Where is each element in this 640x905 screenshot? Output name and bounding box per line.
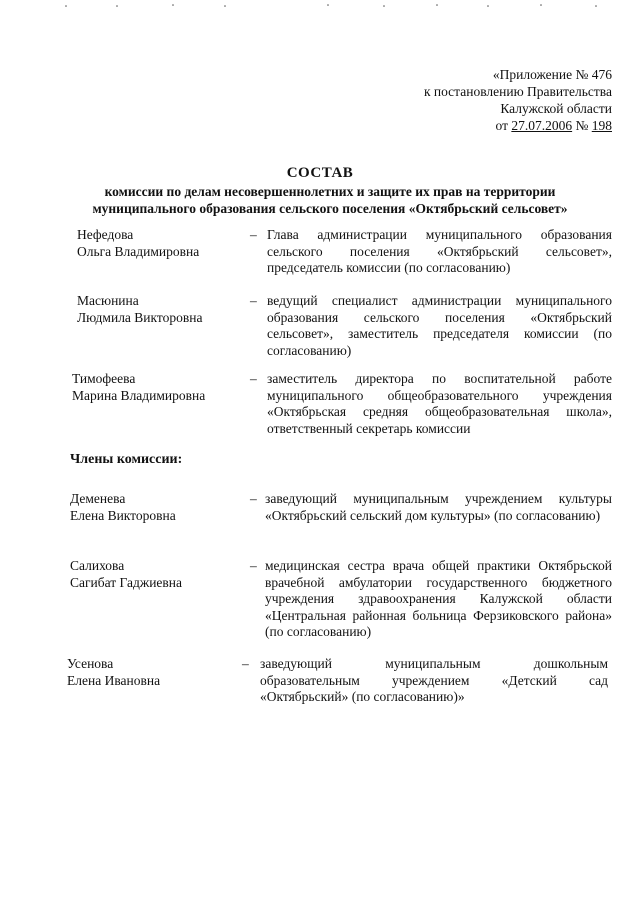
surname: Тимофеева	[72, 371, 136, 386]
date-prefix: от	[495, 118, 512, 133]
given-name: Марина Владимировна	[72, 387, 206, 403]
position-description: ведущий специалист администрации муниципального образования сельского поселения «Октябрьский сельсовет», заместитель председателя комиссии (по согласованию)	[267, 293, 612, 358]
scan-specks	[0, 0, 640, 20]
commission-entry	[70, 491, 612, 543]
decree-line: к постановлению Правительства	[423, 84, 612, 99]
surname: Усенова	[67, 656, 114, 671]
commission-entry	[77, 227, 612, 279]
surname: Салихова	[70, 558, 125, 573]
document-title: СОСТАВ	[286, 165, 354, 181]
position-description: Глава администрации муниципального образования сельского поселения «Октябрьский сельсовет», председатель комиссии (по согласованию)	[267, 227, 612, 275]
dash: –	[250, 491, 257, 506]
decree-date: 27.07.2006	[511, 118, 573, 133]
appendix-line: «Приложение № 476	[492, 67, 612, 82]
given-name: Сагибат Гаджиевна	[70, 574, 183, 590]
decree-number: 198	[591, 118, 612, 133]
given-name: Елена Ивановна	[67, 672, 161, 688]
commission-entry	[77, 293, 612, 361]
given-name: Людмила Викторовна	[77, 309, 203, 325]
person-name	[67, 656, 242, 689]
person-name	[77, 227, 252, 260]
document-subtitle: комиссии по делам несовершеннолетних и защите их прав на территории муниципального образования сельского поселения «Октябрьский сельсовет»	[92, 184, 568, 216]
dash: –	[250, 293, 257, 308]
position-description: заместитель директора по воспитательной работе муниципального общеобразовательного учреждения «Октябрьская средняя общеобразовательная школа», ответственный секретарь комиссии	[267, 371, 612, 436]
person-name	[70, 491, 245, 524]
appendix-header	[352, 66, 612, 134]
dash: –	[250, 371, 257, 386]
position-description: заведующий муниципальным учреждением культуры «Октябрьский сельский дом культуры» (по согласованию)	[265, 491, 612, 523]
position-description: медицинская сестра врача общей практики Октябрьской врачебной амбулатории государственного бюджетного учреждения здравоохранения Калужской области «Центральная районная больница Ферзиковского района» (по согласованию)	[265, 558, 612, 639]
surname: Деменева	[70, 491, 126, 506]
given-name: Ольга Владимировна	[77, 243, 200, 259]
commission-entry	[67, 656, 612, 708]
person-name	[72, 371, 247, 404]
decree-date-line	[352, 117, 612, 134]
given-name: Елена Викторовна	[70, 507, 176, 523]
person-name	[77, 293, 252, 326]
position-description: заведующий муниципальным дошкольным образовательным учреждением «Детский сад «Октябрьский» (по согласованию)»	[260, 656, 608, 704]
person-name	[70, 558, 245, 591]
commission-entry	[70, 558, 612, 643]
dash: –	[250, 227, 257, 242]
surname: Масюнина	[77, 293, 139, 308]
dash: –	[250, 558, 257, 573]
dash: –	[242, 656, 249, 671]
surname: Нефедова	[77, 227, 134, 242]
number-prefix: №	[572, 118, 592, 133]
commission-entry	[72, 371, 612, 439]
region-line: Калужской области	[500, 101, 612, 116]
members-heading: Члены комиссии:	[70, 452, 183, 467]
